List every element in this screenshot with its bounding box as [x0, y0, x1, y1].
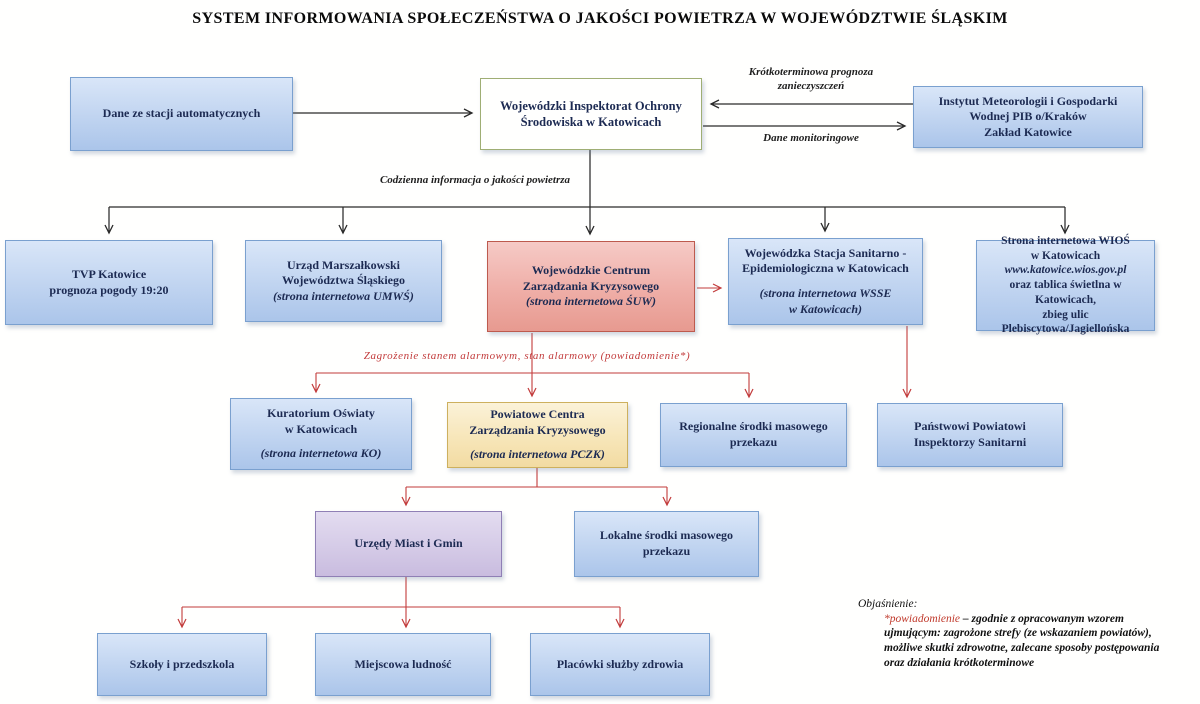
node-line: Państwowi Powiatowi [914, 419, 1026, 434]
node-line: (strona internetowa UMWŚ) [273, 288, 414, 303]
node-line: Wojewódzka Stacja Sanitarno - [744, 245, 907, 260]
edge-label-line: zanieczyszczeń [777, 79, 845, 92]
node-line: Instytut Meteorologii i Gospodarki [938, 93, 1118, 108]
node-line: zbieg ulic Plebiscytowa/Jagiellońska [1001, 308, 1130, 336]
node-pczk [447, 402, 628, 468]
legend-definition-line: – zgodnie z opracowanym wzorem [960, 612, 1124, 625]
node-line: Zarządzania Kryzysowego [522, 278, 660, 293]
node-line: TVP Katowice [71, 266, 147, 281]
node-line: www.katowice.wios.gov.pl [1004, 264, 1127, 277]
legend-definition-line: możliwe skutki zdrowotne, zalecane sposoby postępowania [884, 642, 1160, 655]
node-line: Inspektorzy Sanitarni [913, 435, 1027, 449]
node-line: (strona internetowa PCZK) [470, 447, 605, 462]
node-line: Wojewódzkie Centrum [531, 263, 651, 278]
node-kuratorium-oswiaty [230, 398, 412, 470]
node-line: Miejscowa ludność [354, 656, 452, 671]
edge-label-forecast [713, 66, 909, 94]
node-line: w Katowicach) [788, 301, 862, 316]
node-line: Strona internetowa WIOŚ [1001, 234, 1130, 247]
node-line: przekazu [729, 435, 778, 449]
node-inspektorzy-sanitarni [877, 403, 1063, 467]
node-line: Powiatowe Centra [490, 407, 585, 422]
legend-definition-line: ujmującym: zagrożone strefy (ze wskazaniem powiatów), [884, 627, 1152, 640]
node-line: Regionalne środki masowego [679, 419, 828, 434]
node-tvp-katowice [5, 240, 213, 325]
node-line: w Katowicach [1030, 249, 1101, 262]
node-urzedy-miast [315, 511, 502, 577]
node-placowki-zdrowia [530, 633, 710, 696]
edge-label-monitoring: Dane monitoringowe [763, 132, 859, 144]
legend-heading: Objaśnienie: [858, 598, 918, 610]
node-line: Zakład Katowice [984, 124, 1072, 139]
edge-label-line: Krótkoterminowa prognoza [748, 66, 874, 78]
edge-label-alarm-warning: Zagrożenie stanem alarmowym, stan alarmowy (powiadomienie*) [363, 350, 691, 362]
node-line: Środowiska w Katowicach [520, 115, 662, 129]
node-lokalne-media [574, 511, 759, 577]
node-szkoly [97, 633, 267, 696]
node-dane-ze-stacji [70, 77, 293, 151]
node-strona-wios [976, 234, 1155, 336]
node-wios-katowice [480, 78, 702, 150]
node-line: Kuratorium Oświaty [267, 406, 375, 421]
node-imgw [913, 86, 1143, 148]
node-line: Szkoły i przedszkola [129, 656, 235, 671]
node-line: Urząd Marszałkowski [287, 257, 400, 272]
node-line: oraz tablica świetlna w Katowicach, [1009, 279, 1122, 306]
node-urzad-marszalkowski [245, 240, 442, 322]
node-line: w Katowicach [284, 421, 358, 436]
node-line: Zarządzania Kryzysowego [469, 422, 606, 437]
node-line: Lokalne środki masowego [599, 528, 734, 543]
node-line: Wodnej PIB o/Kraków [969, 109, 1087, 124]
node-line: Epidemiologiczna w Katowicach [742, 261, 909, 276]
node-line: przekazu [642, 544, 691, 558]
node-line: Województwa Śląskiego [282, 273, 405, 288]
edge-label-daily-info: Codzienna informacja o jakości powietrza [379, 174, 571, 186]
node-line: prognoza pogody 19:20 [49, 282, 169, 297]
node-wczk [487, 241, 695, 332]
node-line: Wojewódzki Inspektorat Ochrony [500, 98, 682, 113]
node-line: Placówki służby zdrowia [556, 656, 684, 671]
node-regionalne-media [660, 403, 847, 467]
node-line: Dane ze stacji automatycznych [102, 106, 261, 121]
diagram-title: SYSTEM INFORMOWANIA SPOŁECZEŃSTWA O JAKOŚCI POWIETRZA W WOJEWÓDZTWIE ŚLĄSKIM [192, 10, 1008, 27]
node-line: Urzędy Miast i Gmin [354, 536, 463, 551]
node-line: (strona internetowa ŚUW) [525, 294, 657, 309]
node-line: (strona internetowa KO) [260, 446, 382, 461]
legend-body [884, 612, 1196, 671]
legend [858, 597, 1196, 671]
node-miejscowa-ludnosc [315, 633, 491, 696]
node-line: (strona internetowa WSSE [759, 286, 892, 300]
legend-term: *powiadomienie [884, 612, 961, 625]
node-wsse [728, 238, 923, 325]
legend-definition-line: oraz działania krótkoterminowe [884, 656, 1035, 669]
